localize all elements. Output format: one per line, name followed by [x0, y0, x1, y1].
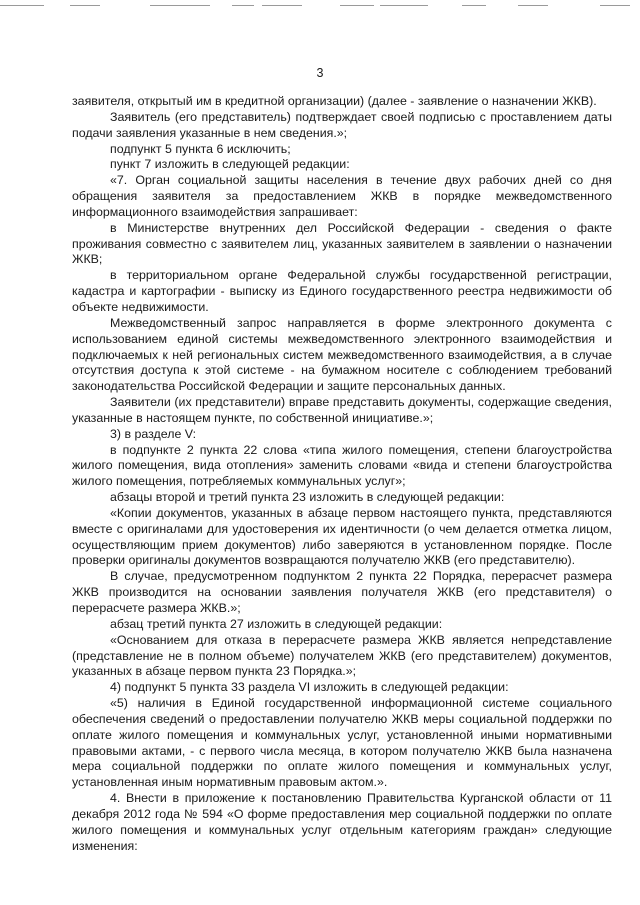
document-body: [72, 94, 612, 855]
paragraph: подпункт 5 пункта 6 исключить;: [110, 141, 291, 156]
paragraph: В случае, предусмотренном подпунктом 2 пункта 22 Порядка, перерасчет размера ЖКВ производится на основании заявления получателя ЖКВ (его представителя) о перерасчете размера ЖКВ.»;: [72, 569, 612, 615]
paragraph: Заявители (их представители) вправе представить документы, содержащие сведения, указанные в настоящем пункте, по собственной инициативе.»;: [72, 395, 612, 425]
paragraph: абзацы второй и третий пункта 23 изложить в следующей редакции:: [110, 490, 505, 505]
paragraph: в территориальном органе Федеральной службы государственной регистрации, кадастра и картографии - выписку из Единого государственного реестра недвижимости об объекте недвижимости.: [72, 268, 612, 314]
paragraph: 4) подпункт 5 пункта 33 раздела VI изложить в следующей редакции:: [110, 680, 509, 695]
paragraph: «Копии документов, указанных в абзаце первом настоящего пункта, представляются вместе с оригиналами для удостоверения их идентичности (о чем делается отметка лицом, осуществляющим прием документов) либо заверяются в установленном порядке. После проверки оригиналы документов возвращаются получателю ЖКВ (его представителю).: [72, 505, 612, 568]
paragraph: в Министерстве внутренних дел Российской Федерации - сведения о факте проживания совместно с заявителем лиц, указанных заявителем в заявлении о назначении ЖКВ;: [72, 220, 612, 267]
paragraph: Межведомственный запрос направляется в форме электронного документа с использованием единой системы межведомственного электронного взаимодействия и подключаемых к ней региональных систем межведомственного взаимодействия, а в случае отсутствия доступа к этой системе - на бумажном носителе с соблюдением требований законодательства Российской Федерации и защите персональных данных.: [72, 315, 612, 394]
paragraph: «Основанием для отказа в перерасчете размера ЖКВ является непредставление (представление не в полном объеме) получателем ЖКВ (его представителем) документов, указанных в абзаце первом пункта 23 Порядка.»;: [72, 632, 612, 679]
scan-edge-artifact: [0, 2, 640, 8]
page-number: 3: [316, 66, 324, 80]
paragraph: 4. Внести в приложение к постановлению Правительства Курганской области от 11 декабря 2012 года № 594 «О форме предоставления мер социальной поддержки по оплате жилого помещения и коммунальных услуг отдельным категориям граждан» следующие изменения:: [72, 791, 612, 853]
paragraph: абзац третий пункта 27 изложить в следующей редакции:: [110, 616, 443, 631]
paragraph: «5) наличия в Единой государственной информационной системе социального обеспечения сведений о предоставлении получателю ЖКВ меры социальной поддержки по оплате жилого помещения и коммунальных услуг, установленной иными нормативными правовыми актами, - с первого числа месяца, в котором получателю ЖКВ была назначена мера социальной поддержки по оплате жилого помещения и коммунальных услуг, установленная иным нормативным правовым актом.».: [72, 696, 612, 790]
paragraph: пункт 7 изложить в следующей редакции:: [110, 157, 350, 172]
paragraph: Заявитель (его представитель) подтверждает своей подписью с проставлением даты подачи заявления указанные в нем сведения.»;: [72, 109, 612, 140]
paragraph: «7. Орган социальной защиты населения в течение двух рабочих дней со дня обращения заявителя за предоставлением ЖКВ в порядке межведомственного информационного взаимодействия запрашивает:: [72, 173, 612, 219]
paragraph: в подпункте 2 пункта 22 слова «типа жилого помещения, степени благоустройства жилого помещения, вида отопления» заменить словами «вида и степени благоустройства жилого помещения, потребляемых коммунальных услуг»;: [72, 442, 612, 489]
paragraph: заявителя, открытый им в кредитной организации) (далее - заявление о назначении ЖКВ).: [72, 94, 597, 108]
paragraph: 3) в разделе V:: [110, 426, 197, 441]
